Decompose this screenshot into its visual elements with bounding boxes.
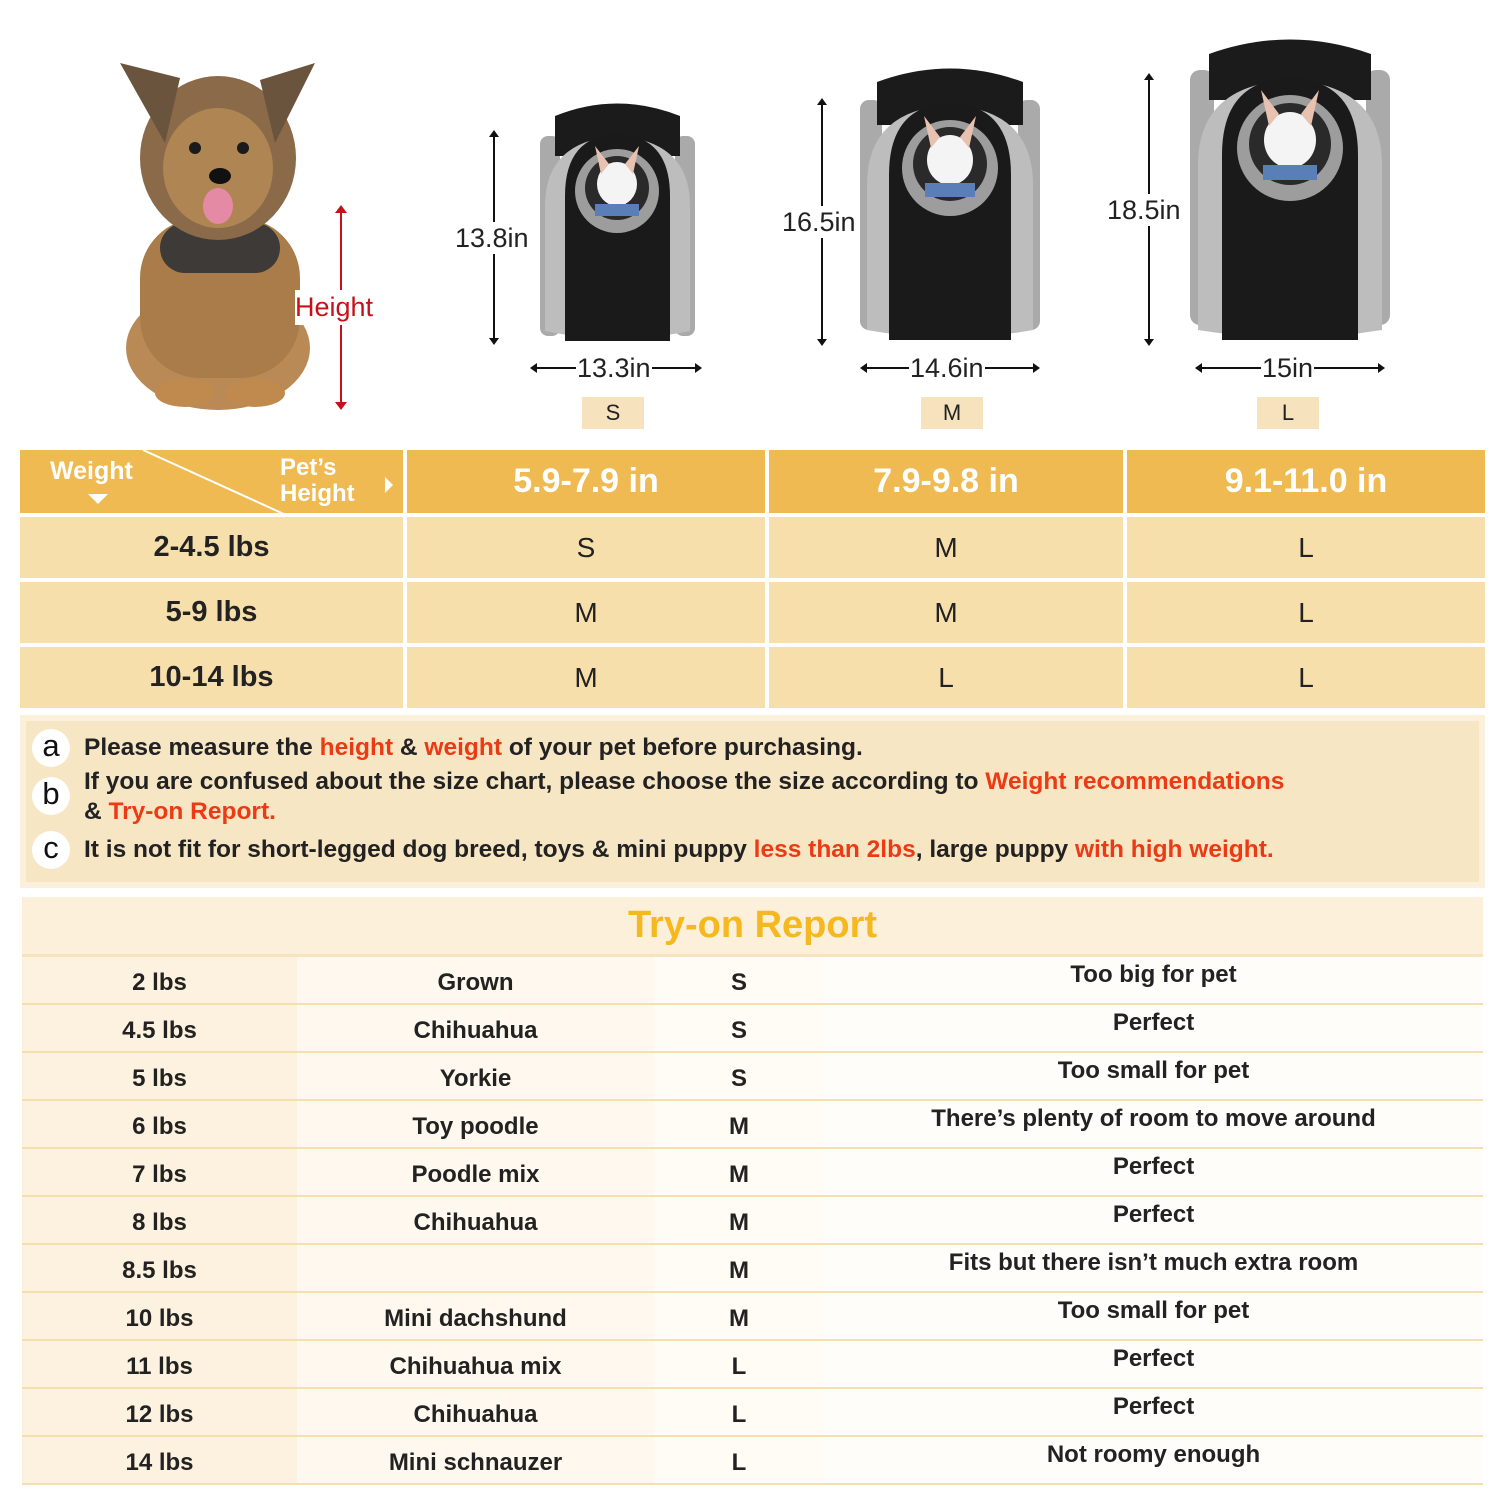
size-chart-row <box>20 582 1485 647</box>
height-axis-label <box>280 455 355 507</box>
weight-axis-label: Weight <box>50 457 133 485</box>
column-header: 7.9-9.8 in <box>769 450 1127 517</box>
size-chart-corner-cell <box>20 450 407 517</box>
result-cell: Perfect <box>824 1005 1483 1051</box>
size-cell: L <box>1127 647 1485 712</box>
report-row <box>22 1437 1483 1485</box>
result-cell: Too small for pet <box>824 1293 1483 1339</box>
weight-cell: 10 lbs <box>22 1293 297 1339</box>
breed-cell: Mini schnauzer <box>297 1437 654 1483</box>
size-cell: L <box>1127 517 1485 582</box>
size-cell: L <box>654 1389 824 1435</box>
height-axis-line1: Pet’s <box>280 454 337 481</box>
breed-cell: Toy poodle <box>297 1101 654 1147</box>
note-badge-a: a <box>32 729 70 767</box>
size-cell: S <box>654 957 824 1003</box>
yorkie-dog-image <box>110 48 325 410</box>
weight-cell: 8.5 lbs <box>22 1245 297 1291</box>
breed-cell: Chihuahua <box>297 1197 654 1243</box>
size-s-tag: S <box>582 397 644 429</box>
breed-cell: Yorkie <box>297 1053 654 1099</box>
report-row <box>22 1005 1483 1053</box>
size-cell: M <box>654 1101 824 1147</box>
breed-cell: Grown <box>297 957 654 1003</box>
report-row <box>22 1245 1483 1293</box>
size-l-backpack-image <box>1185 30 1395 345</box>
note-c <box>43 830 1479 865</box>
weight-cell: 4.5 lbs <box>22 1005 297 1051</box>
result-cell: There’s plenty of room to move around <box>824 1101 1483 1147</box>
size-m-width: 14.6in <box>910 353 984 383</box>
note-badge-c: c <box>32 831 70 869</box>
result-cell: Perfect <box>824 1389 1483 1435</box>
size-cell: L <box>1127 582 1485 647</box>
weight-cell: 10-14 lbs <box>20 647 407 712</box>
weight-cell: 2 lbs <box>22 957 297 1003</box>
size-l-tag: L <box>1257 397 1319 429</box>
purchase-notes <box>20 715 1485 888</box>
result-cell: Perfect <box>824 1197 1483 1243</box>
size-s-backpack-image <box>535 96 700 346</box>
weight-cell: 5 lbs <box>22 1053 297 1099</box>
size-chart-header-row <box>20 450 1485 517</box>
pet-height-label: Height <box>295 290 373 325</box>
breed-cell <box>297 1245 654 1291</box>
note-b-text: If you are confused about the size chart, please choose the size according to Weight recommendations & Try-on Report. <box>84 768 1285 825</box>
size-cell: L <box>769 647 1127 712</box>
breed-cell: Poodle mix <box>297 1149 654 1195</box>
result-cell: Too small for pet <box>824 1053 1483 1099</box>
note-c-text: It is not fit for short-legged dog breed, toys & mini puppy less than 2lbs, large puppy with high weight. <box>84 836 1274 863</box>
size-cell: M <box>654 1293 824 1339</box>
weight-cell: 12 lbs <box>22 1389 297 1435</box>
size-chart-row <box>20 517 1485 582</box>
result-cell: Fits but there isn’t much extra room <box>824 1245 1483 1291</box>
note-a-text: Please measure the height & weight of your pet before purchasing. <box>84 734 863 761</box>
down-triangle-icon <box>88 494 108 504</box>
breed-cell: Chihuahua <box>297 1389 654 1435</box>
result-cell: Perfect <box>824 1341 1483 1387</box>
report-row <box>22 1197 1483 1245</box>
size-cell: L <box>654 1437 824 1483</box>
size-cell: M <box>654 1197 824 1243</box>
weight-cell: 14 lbs <box>22 1437 297 1483</box>
breed-cell: Chihuahua <box>297 1005 654 1051</box>
size-cell: S <box>654 1005 824 1051</box>
report-row <box>22 1293 1483 1341</box>
weight-cell: 2-4.5 lbs <box>20 517 407 582</box>
weight-cell: 5-9 lbs <box>20 582 407 647</box>
size-cell: M <box>769 517 1127 582</box>
weight-cell: 11 lbs <box>22 1341 297 1387</box>
size-l-width: 15in <box>1262 353 1314 383</box>
report-row <box>22 1341 1483 1389</box>
weight-cell: 7 lbs <box>22 1149 297 1195</box>
size-cell: S <box>407 517 769 582</box>
breed-cell: Chihuahua mix <box>297 1341 654 1387</box>
column-header: 9.1-11.0 in <box>1127 450 1485 517</box>
report-row <box>22 957 1483 1005</box>
report-row <box>22 1149 1483 1197</box>
report-row <box>22 1053 1483 1101</box>
size-m-backpack-image <box>855 60 1045 345</box>
size-cell: M <box>654 1245 824 1291</box>
product-dimensions-section <box>0 0 1500 440</box>
weight-cell: 8 lbs <box>22 1197 297 1243</box>
height-axis-line2: Height <box>280 480 355 507</box>
size-cell: M <box>407 582 769 647</box>
size-m-height: 16.5in <box>782 207 856 237</box>
try-on-report-title: Try-on Report <box>22 897 1483 957</box>
size-cell: L <box>654 1341 824 1387</box>
column-header: 5.9-7.9 in <box>407 450 769 517</box>
breed-cell: Mini dachshund <box>297 1293 654 1339</box>
size-l-height: 18.5in <box>1107 195 1181 225</box>
result-cell: Too big for pet <box>824 957 1483 1003</box>
report-row <box>22 1101 1483 1149</box>
note-a <box>42 728 1479 763</box>
weight-cell: 6 lbs <box>22 1101 297 1147</box>
right-triangle-icon <box>385 477 393 493</box>
result-cell: Perfect <box>824 1149 1483 1195</box>
size-cell: M <box>654 1149 824 1195</box>
try-on-report-table <box>22 897 1483 1485</box>
size-cell: M <box>407 647 769 712</box>
size-s-width: 13.3in <box>577 353 651 383</box>
note-b <box>42 767 1479 827</box>
result-cell: Not roomy enough <box>824 1437 1483 1483</box>
report-row <box>22 1389 1483 1437</box>
size-cell: S <box>654 1053 824 1099</box>
size-m-tag: M <box>921 397 983 429</box>
size-chart-row <box>20 647 1485 712</box>
size-s-height: 13.8in <box>455 223 529 253</box>
note-badge-b: b <box>32 777 70 815</box>
size-cell: M <box>769 582 1127 647</box>
size-chart-table <box>20 450 1485 712</box>
